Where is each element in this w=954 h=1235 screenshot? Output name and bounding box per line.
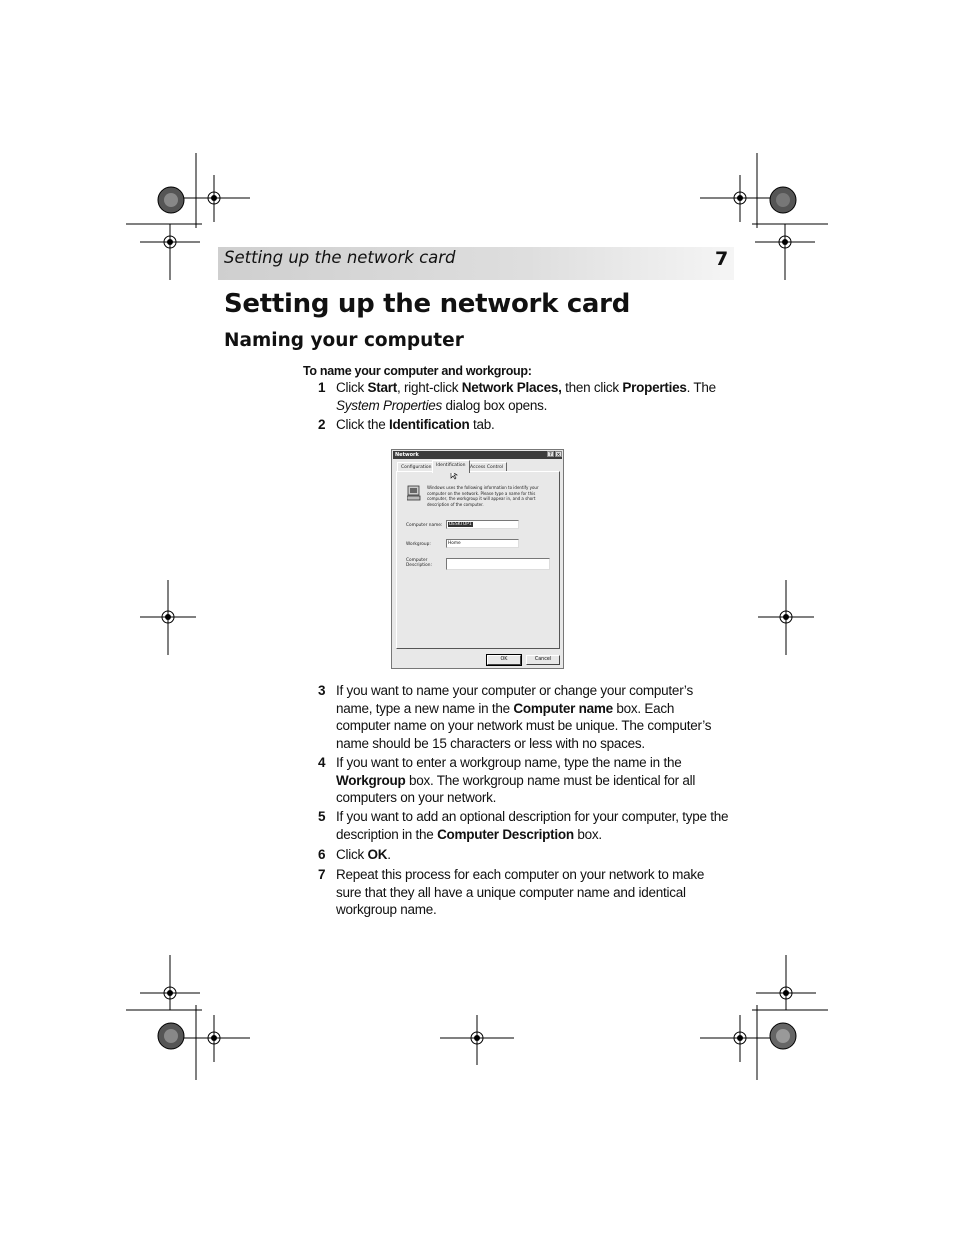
- description-label: Computer Description:: [406, 558, 432, 568]
- dialog-intro-text: Windows uses the following information to identify your computer on the network. Please type a name for this computer, the workgroup it will appear in, and a short description of the computer.: [427, 485, 539, 507]
- workgroup-label: Workgroup:: [406, 542, 431, 547]
- cancel-button[interactable]: Cancel: [526, 655, 560, 665]
- step-text: Click OK.: [336, 847, 391, 862]
- step-number: 2: [318, 417, 326, 432]
- tab-access-control[interactable]: Access Control: [466, 462, 507, 472]
- step-number: 6: [318, 847, 326, 862]
- dialog-title: Network: [395, 452, 419, 458]
- step-number: 1: [318, 380, 326, 395]
- page-title: Setting up the network card: [224, 289, 631, 319]
- help-button[interactable]: ?: [547, 451, 554, 457]
- step-number: 5: [318, 809, 326, 824]
- procedure-title: To name your computer and workgroup:: [303, 364, 532, 378]
- close-button[interactable]: ×: [556, 452, 561, 458]
- page-number: 7: [715, 248, 729, 270]
- step-text: If you want to enter a workgroup name, type the name in the Workgroup box. The workgroup name must be identical for all computers on your network.: [336, 755, 696, 805]
- network-dialog-screenshot: [391, 449, 564, 669]
- step-number: 3: [318, 683, 326, 698]
- step-number: 4: [318, 755, 326, 770]
- computer-icon: [407, 485, 421, 501]
- computer-name-label: Computer name:: [406, 523, 443, 528]
- workgroup-input[interactable]: Home: [446, 539, 519, 548]
- running-header-title: Setting up the network card: [224, 248, 456, 267]
- section-title: Naming your computer: [224, 330, 464, 351]
- computer-description-input[interactable]: [446, 558, 550, 570]
- dialog-titlebar: [393, 451, 562, 459]
- step-text: If you want to name your computer or change your computer’s name, type a new name in the Computer name box. Each computer name on your network must be unique. The computer’s name should be 15 characters or less with no spaces.: [336, 683, 712, 751]
- step-number: 7: [318, 867, 326, 882]
- ok-button[interactable]: OK: [487, 655, 521, 665]
- step-text: Click Start, right-click Network Places, then click Properties. The System Properties dialog box opens.: [336, 380, 716, 413]
- step-text: If you want to add an optional description for your computer, type the description in the Computer Description box.: [336, 809, 729, 842]
- tab-configuration[interactable]: Configuration: [397, 462, 436, 472]
- step-text: Repeat this process for each computer on your network to make sure that they all have a unique computer name and identical workgroup name.: [336, 867, 705, 917]
- step-text: Click the Identification tab.: [336, 417, 495, 432]
- tab-identification[interactable]: Identification: [432, 460, 470, 473]
- computer-name-input[interactable]: DESKTOP1: [446, 520, 519, 529]
